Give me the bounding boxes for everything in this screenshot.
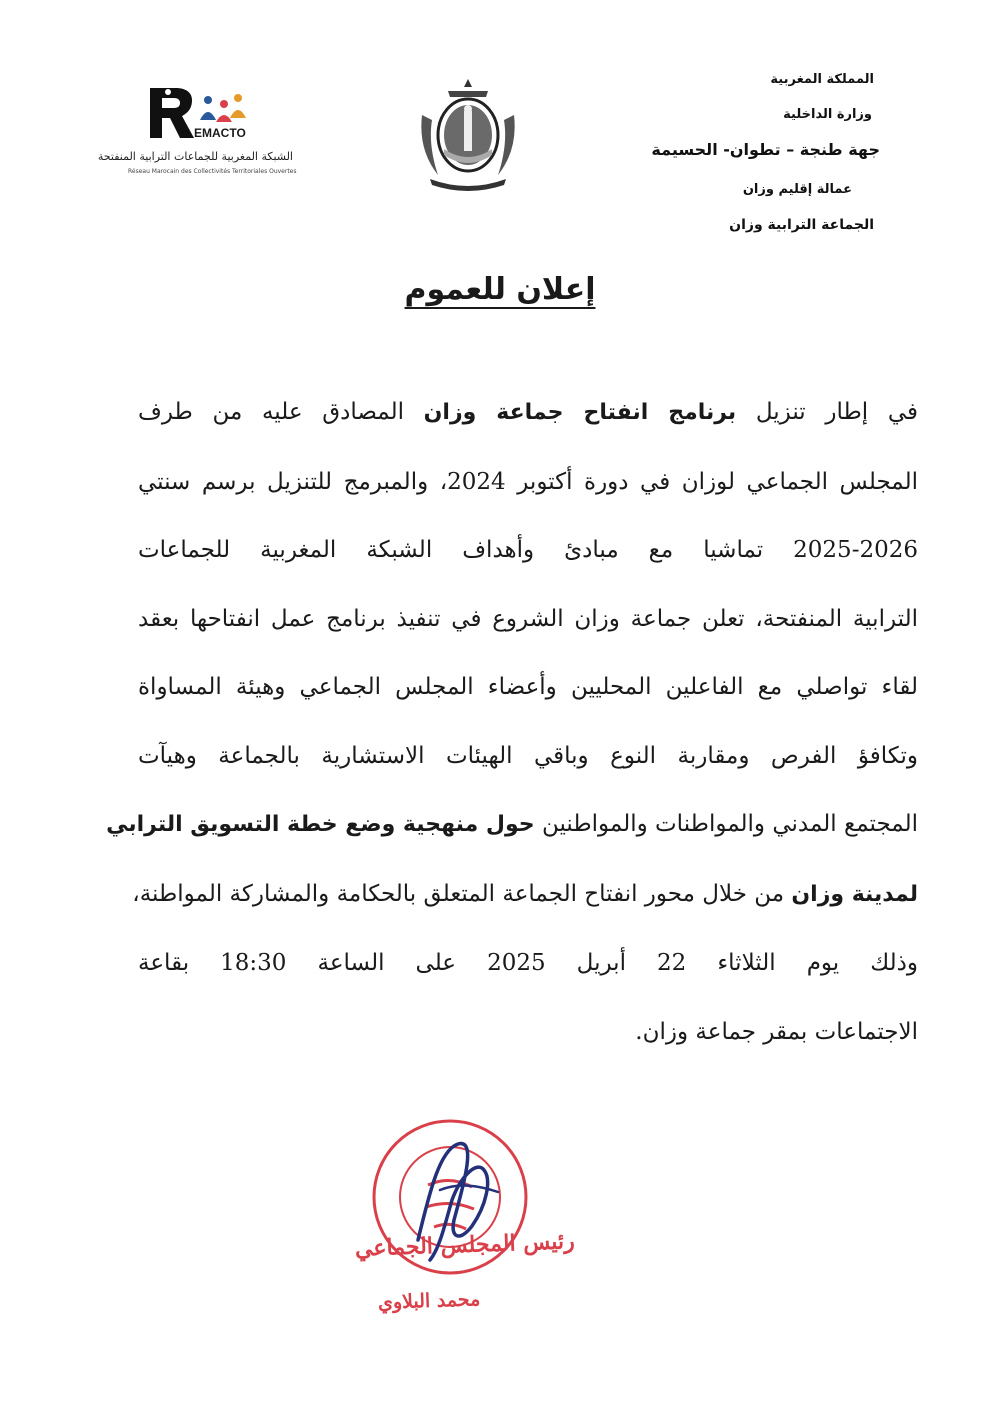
header-region: جهة طنجة – تطوان- الحسيمة xyxy=(651,140,880,159)
logo-subtitle-ar: الشبكة المغربية للجماعات الترابية المنفتحة xyxy=(97,150,293,163)
coat-of-arms-emblem xyxy=(408,75,528,195)
header-province: عمالة إقليم وزان xyxy=(742,182,852,197)
header-commune: الجماعة الترابية وزان xyxy=(729,217,874,233)
body-line-5: لقاء تواصلي مع الفاعلين المحليين وأعضاء المجلس الجماعي وهيئة المساواة xyxy=(138,674,918,700)
signature-name: محمد البلاوي xyxy=(377,1288,481,1314)
document-title-text: إعلان للعموم xyxy=(404,272,596,307)
body-line-10: الاجتماعات بمقر جماعة وزان. xyxy=(635,1018,918,1045)
body-line-6: وتكافؤ الفرص ومقاربة النوع وباقي الهيئات الاستشارية بالجماعة وهيآت xyxy=(138,742,918,769)
header-ministry: وزارة الداخلية xyxy=(783,107,872,122)
body-line-1: في إطار تنزيل برنامج انفتاح جماعة وزان المصادق عليه من طرف xyxy=(138,399,918,425)
body-line-9: وذلك يوم الثلاثاء 22 أبريل 2025 على الساعة 18:30 بقاعة xyxy=(138,950,918,976)
logo-name: EMACTO xyxy=(194,126,246,140)
signature-title: رئيس المجلس الجماعي xyxy=(354,1228,576,1262)
announcement-body xyxy=(106,378,918,1066)
document-title xyxy=(0,272,1000,307)
header-kingdom: المملكة المغربية xyxy=(770,72,874,87)
remacto-logo xyxy=(97,78,297,183)
body-line-7: المجتمع المدني والمواطنات والمواطنين حول منهجية وضع خطة التسويق الترابي xyxy=(106,811,918,837)
body-line-3: 2025-2026 تماشيا مع مبادئ وأهداف الشبكة المغربية للجماعات xyxy=(138,537,918,563)
body-line-4: الترابية المنفتحة، تعلن جماعة وزان الشروع في تنفيذ برنامج عمل انفتاحها بعقد xyxy=(138,605,918,632)
body-line-8: لمدينة وزان من خلال محور انفتاح الجماعة المتعلق بالحكامة والمشاركة المواطنة، xyxy=(132,880,918,907)
body-line-2: المجلس الجماعي لوزان في دورة أكتوبر 2024، والمبرمج للتنزيل برسم سنتي xyxy=(138,468,918,495)
logo-subtitle-fr: Réseau Marocain des Collectivités Territoriales Ouvertes xyxy=(128,168,297,175)
